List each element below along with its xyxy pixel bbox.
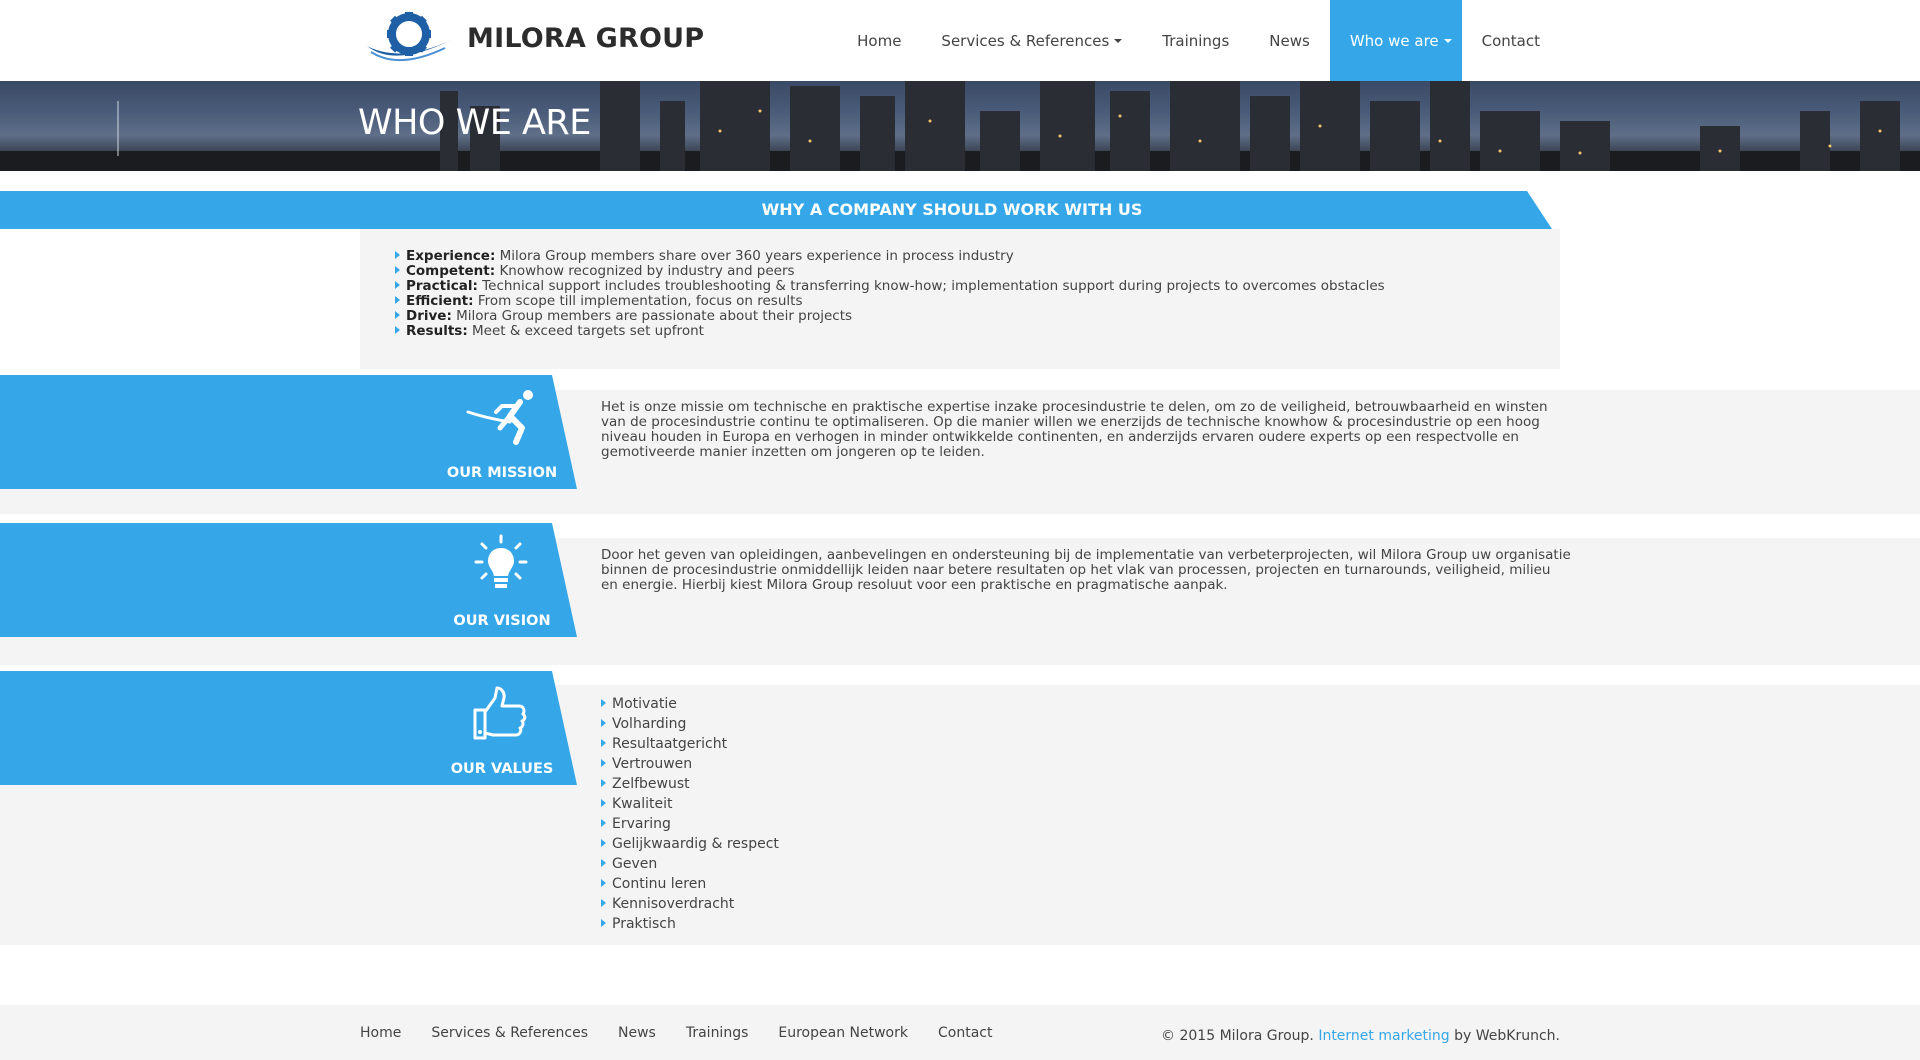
why-item-text: Milora Group members share over 360 years experience in process industry — [495, 248, 1014, 264]
nav-news[interactable] — [1249, 0, 1330, 81]
bullet-arrow-icon — [601, 819, 606, 827]
footer-link-trainings[interactable]: Trainings — [685, 1024, 749, 1041]
values-list — [601, 694, 779, 934]
copyright-prefix: © 2015 Milora Group. — [1161, 1028, 1319, 1044]
why-item — [395, 294, 1385, 309]
nav-news-label: News — [1269, 31, 1310, 50]
nav-trainings[interactable] — [1142, 0, 1249, 81]
bullet-arrow-icon — [601, 799, 606, 807]
nav-contact[interactable] — [1462, 0, 1560, 81]
bullet-arrow-icon — [395, 326, 400, 334]
footer-link-services-references[interactable]: Services & References — [431, 1024, 588, 1041]
why-item-term: Competent: — [406, 263, 496, 279]
value-item-label: Kwaliteit — [612, 796, 673, 812]
value-item — [601, 754, 779, 774]
bullet-arrow-icon — [395, 281, 400, 289]
value-item — [601, 694, 779, 714]
footer-link-news[interactable]: News — [618, 1024, 656, 1041]
copyright — [1161, 1005, 1560, 1060]
nav-trainings-label: Trainings — [1162, 31, 1230, 50]
value-item — [601, 894, 779, 914]
why-item-text: Technical support includes troubleshooting & transferring know-how; implementation support during projects to overcomes obstacles — [477, 278, 1385, 294]
refinery-skyline-image — [0, 81, 1920, 171]
nav-home[interactable] — [837, 0, 921, 81]
why-item-text: Knowhow recognized by industry and peers — [495, 263, 795, 279]
page-title: WHO WE ARE — [358, 103, 591, 143]
bullet-arrow-icon — [395, 296, 400, 304]
footer-nav — [360, 1005, 1022, 1060]
vision-label: OUR VISION — [453, 613, 551, 629]
value-item — [601, 854, 779, 874]
why-item — [395, 309, 1385, 324]
bullet-arrow-icon — [601, 859, 606, 867]
header — [0, 0, 1920, 81]
footer-link-home[interactable]: Home — [360, 1024, 402, 1041]
bullet-arrow-icon — [601, 739, 606, 747]
value-item-label: Geven — [612, 856, 658, 872]
copyright-suffix: by WebKrunch. — [1449, 1028, 1560, 1044]
value-item-label: Continu leren — [612, 876, 707, 892]
footer — [0, 1005, 1920, 1060]
value-item-label: Resultaatgericht — [612, 736, 728, 752]
bullet-arrow-icon — [601, 779, 606, 787]
bullet-arrow-icon — [395, 266, 400, 274]
nav-who-we-are-label: Who we are — [1349, 31, 1439, 50]
bullet-arrow-icon — [601, 879, 606, 887]
bullet-arrow-icon — [395, 311, 400, 319]
thumbs-up-icon — [471, 684, 529, 742]
value-item — [601, 834, 779, 854]
gear-logo-icon — [365, 12, 453, 64]
why-item-term: Practical: — [406, 278, 478, 294]
why-item — [395, 279, 1385, 294]
skier-icon — [466, 386, 536, 446]
value-item — [601, 794, 779, 814]
why-item-text: Meet & exceed targets set upfront — [467, 323, 704, 339]
nav-services-label: Services & References — [941, 31, 1110, 50]
bullet-arrow-icon — [601, 899, 606, 907]
bullet-arrow-icon — [601, 919, 606, 927]
logo[interactable] — [365, 12, 704, 64]
value-item — [601, 714, 779, 734]
bullet-arrow-icon — [395, 251, 400, 259]
value-item-label: Zelfbewust — [612, 776, 690, 792]
bullet-arrow-icon — [601, 719, 606, 727]
mission-label: OUR MISSION — [446, 465, 558, 481]
why-item-term: Efficient: — [406, 293, 474, 309]
why-item-term: Results: — [406, 323, 468, 339]
value-item — [601, 734, 779, 754]
value-item — [601, 774, 779, 794]
why-item — [395, 249, 1385, 264]
nav-services-references[interactable] — [921, 0, 1142, 81]
why-title: WHY A COMPANY SHOULD WORK WITH US — [761, 200, 1143, 219]
caret-down-icon — [1444, 39, 1452, 43]
footer-link-contact[interactable]: Contact — [937, 1024, 993, 1041]
value-item-label: Gelijkwaardig & respect — [612, 836, 779, 852]
values-label: OUR VALUES — [450, 761, 554, 777]
why-item-term: Drive: — [406, 308, 452, 324]
why-list — [395, 249, 1385, 339]
vision-text: Door het geven van opleidingen, aanbevelingen en ondersteuning bij de implementatie van verbeterprojecten, wil Milora Group uw organisatie binnen de procesindustrie onmiddellijk leiden naar betere resultaten op het vlak van processen, projecten en turnarounds, veiligheid, milieu en energie. Hierbij kiest Milora Group resoluut voor een praktische en pragmatische aanpak. — [601, 547, 1571, 593]
nav-contact-label: Contact — [1481, 31, 1540, 50]
caret-down-icon — [1114, 39, 1122, 43]
main-nav — [837, 0, 1560, 81]
value-item — [601, 814, 779, 834]
nav-who-we-are[interactable] — [1330, 0, 1462, 81]
value-item-label: Praktisch — [612, 916, 676, 932]
value-item-label: Ervaring — [612, 816, 671, 832]
lightbulb-icon — [474, 534, 528, 594]
why-item-term: Experience: — [406, 248, 496, 264]
bullet-arrow-icon — [601, 699, 606, 707]
why-item — [395, 264, 1385, 279]
value-item — [601, 874, 779, 894]
nav-home-label: Home — [857, 31, 902, 50]
why-item — [395, 324, 1385, 339]
brand-name: MILORA GROUP — [467, 22, 705, 54]
mission-text: Het is onze missie om technische en praktische expertise inzake procesindustrie te delen, om zo de veiligheid, betrouwbaarheid en winsten van de procesindustrie continu te optimaliseren. Op die manier willen we enerzijds de technische knowhow & procesindustrie op een hoog niveau houden in Europa en verhogen in minder ontwikkelde continenten, en anderzijds ervaren oudere experts op een respectvolle en gemotiveerde manier inzetten om jongeren op te leiden. — [601, 399, 1548, 460]
value-item-label: Volharding — [612, 716, 687, 732]
value-item — [601, 914, 779, 934]
page-banner — [0, 81, 1920, 171]
why-item-text: Milora Group members are passionate about their projects — [451, 308, 853, 324]
internet-marketing-link[interactable]: Internet marketing — [1318, 1028, 1450, 1044]
value-item-label: Kennisoverdracht — [612, 896, 735, 912]
footer-link-european-network[interactable]: European Network — [778, 1024, 908, 1041]
value-item-label: Motivatie — [612, 696, 677, 712]
why-item-text: From scope till implementation, focus on results — [473, 293, 803, 309]
bullet-arrow-icon — [601, 839, 606, 847]
value-item-label: Vertrouwen — [612, 756, 693, 772]
bullet-arrow-icon — [601, 759, 606, 767]
